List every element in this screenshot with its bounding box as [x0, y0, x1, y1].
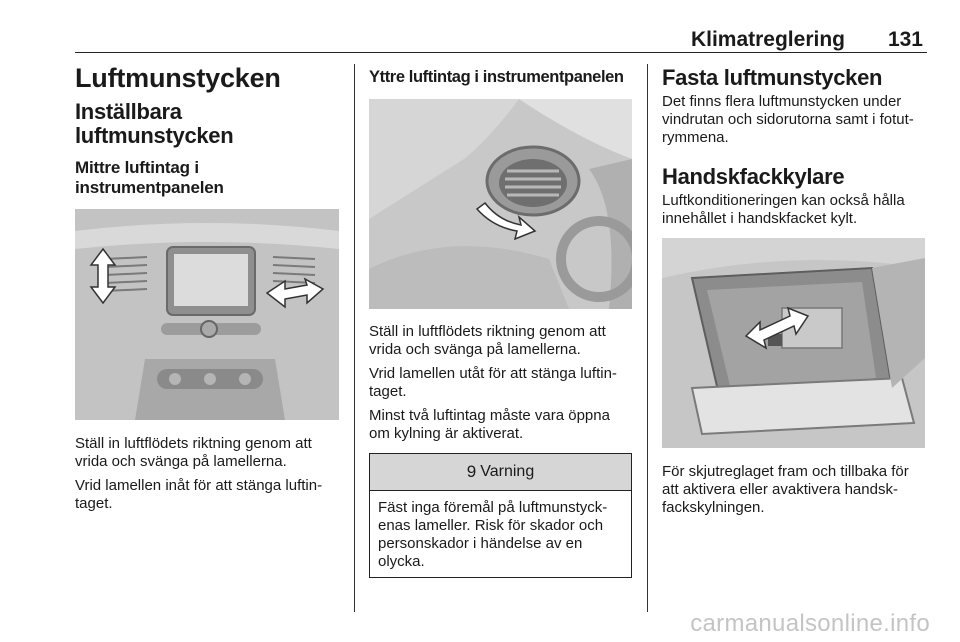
- center-vents-illustration: [75, 209, 339, 420]
- topic-heading: Yttre luftintag i instrumentpanelen: [369, 68, 624, 86]
- column-middle: [369, 60, 632, 578]
- paragraph: Det finns flera luftmunstycken under vindrutan och sidorutorna samt i fotut-rymmena.: [662, 93, 914, 147]
- column-divider: [647, 64, 648, 612]
- warning-box: [369, 453, 632, 578]
- paragraph: Luftkonditioneringen kan också hålla innehållet i handskfacket kylt.: [662, 192, 905, 228]
- column-left: [75, 60, 339, 519]
- section-title: Klimatreglering: [690, 28, 845, 51]
- paragraph: För skjutreglaget fram och tillbaka för att aktivera eller avaktivera handsk-fackskylningen.: [662, 463, 909, 517]
- column-divider: [354, 64, 355, 612]
- section-heading: Fasta luftmunstycken: [662, 65, 883, 90]
- section-heading: Handskfackkylare: [662, 164, 845, 190]
- watermark: carmanualsonline.info: [690, 610, 930, 637]
- page-header: [75, 26, 927, 53]
- subsection-heading: Inställbara luftmunstycken: [75, 98, 234, 148]
- page-number: 131: [887, 28, 923, 51]
- warning-icon: 9: [466, 461, 477, 481]
- glovebox-cooler-illustration: [662, 238, 925, 448]
- column-right: [662, 60, 927, 523]
- paragraph: Vrid lamellen utåt för att stänga luftin-taget.: [369, 364, 617, 400]
- warning-text: Fäst inga föremål på luftmunstyck-enas lameller. Risk för skador och personskador i händelse av en olycka.: [378, 498, 608, 570]
- outer-vent-illustration: [369, 99, 632, 309]
- warning-title: Varning: [480, 462, 535, 480]
- paragraph: Ställ in luftflödets riktning genom att vrida och svänga på lamellerna.: [369, 322, 606, 358]
- paragraph: Vrid lamellen inåt för att stänga luftin-taget.: [75, 477, 323, 513]
- topic-heading: Mittre luftintag i instrumentpanelen: [75, 158, 224, 197]
- section-heading: Luftmunstycken: [75, 63, 281, 93]
- paragraph: Minst två luftintag måste vara öppna om kylning är aktiverat.: [369, 406, 610, 442]
- paragraph: Ställ in luftflödets riktning genom att vrida och svänga på lamellerna.: [75, 435, 312, 471]
- warning-header: [370, 454, 631, 491]
